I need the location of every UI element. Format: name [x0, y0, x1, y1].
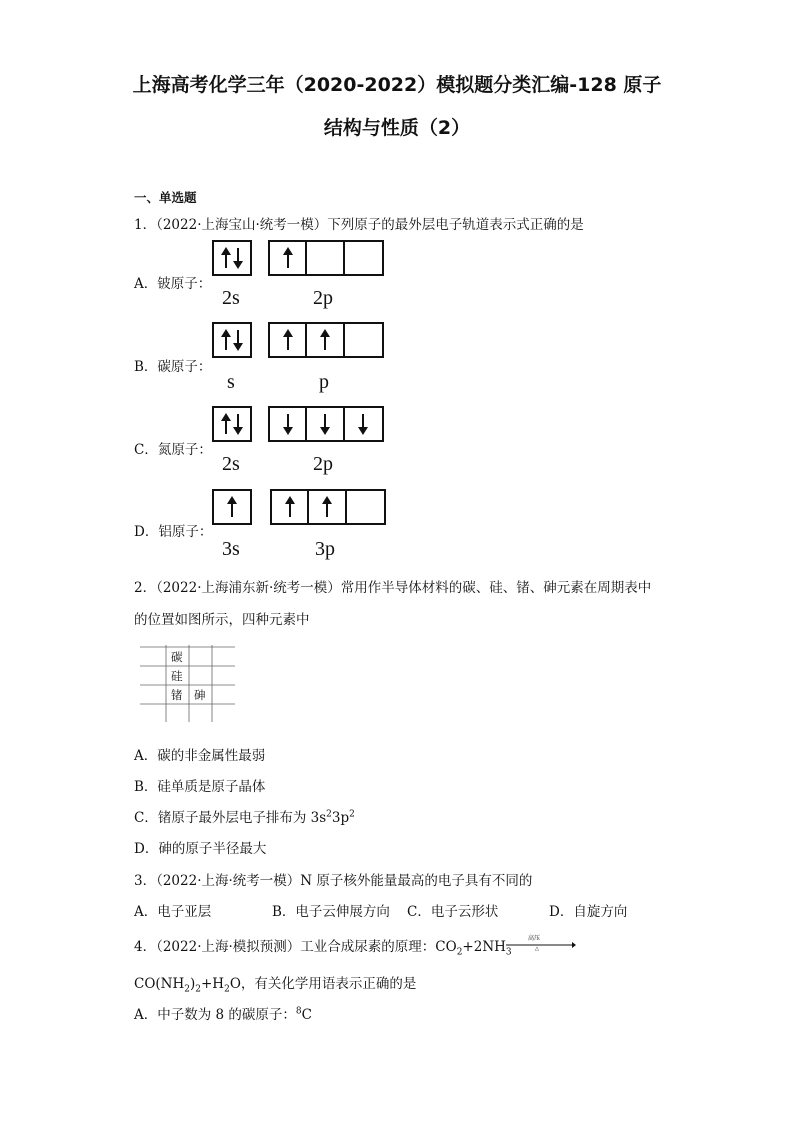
- element-arsenic: 砷: [194, 688, 206, 702]
- q1-a-s-cell: [214, 242, 250, 274]
- q4-line2-mid: ): [189, 976, 196, 992]
- q3-option-a: A．电子亚层: [134, 904, 212, 920]
- q4-option-a: [134, 1003, 312, 1023]
- q1-option-c-label: C．氮原子：: [134, 442, 212, 458]
- q1-c-s-orbital: [212, 406, 252, 442]
- q2-option-c-text: C．锗原子最外层电子排布为 3s: [134, 810, 327, 826]
- q4-stem: [134, 935, 512, 958]
- q1-b-s-cell: [214, 324, 250, 356]
- q2-option-d: D．砷的原子半径最大: [134, 841, 267, 857]
- q2-option-c: [134, 806, 355, 826]
- q3-stem: 3．（2022·上海·统考一模）N 原子核外能量最高的电子具有不同的: [134, 873, 533, 889]
- q3-option-d: D．自旋方向: [549, 904, 628, 920]
- element-carbon: 碳: [171, 650, 183, 664]
- q4-option-a-symbol: C: [301, 1007, 312, 1023]
- q1-d-p-cell-1: [272, 491, 309, 523]
- q1-d-p-label: 3p: [315, 538, 335, 560]
- element-germanium: 锗: [171, 688, 183, 702]
- q1-a-p-cell-3: [345, 242, 382, 274]
- q4-line2-sub2: 2: [195, 984, 201, 995]
- q1-a-p-cell-1: [270, 242, 307, 274]
- doc-title-line2: 结构与性质（2）: [323, 117, 471, 139]
- q1-b-p-orbital: [268, 322, 384, 358]
- q1-c-p-cell-3: [345, 408, 382, 440]
- q1-d-p-cell-3: [347, 491, 384, 523]
- q1-a-s-orbital: [212, 240, 252, 276]
- q1-option-d-label: D．铝原子：: [134, 524, 213, 540]
- q4-line2-sub3: 2: [224, 984, 230, 995]
- section-heading: 一、单选题: [134, 190, 197, 205]
- q2-option-b: B．硅单质是原子晶体: [134, 779, 266, 795]
- q4-line2-post: +H: [201, 976, 225, 992]
- q2-stem-line2: 的位置如图所示，四种元素中: [134, 612, 310, 628]
- q1-d-s-orbital: [212, 489, 252, 525]
- q1-b-s-orbital: [212, 322, 252, 358]
- q1-c-p-orbital: [268, 406, 384, 442]
- periodic-table-fragment: [140, 645, 240, 729]
- q1-d-p-orbital: [270, 489, 386, 525]
- q1-option-a-label: A．铍原子：: [134, 276, 212, 292]
- q2-option-c-sup1: 2: [326, 809, 332, 820]
- q1-b-s-label: s: [227, 371, 235, 393]
- reaction-condition-bottom: △: [535, 946, 539, 952]
- q3-option-b: B．电子云伸展方向: [272, 904, 390, 920]
- q1-b-p-cell-2: [307, 324, 344, 356]
- q1-a-p-cell-2: [307, 242, 344, 274]
- q2-stem-line1: 2．（2022·上海浦东新·统考一模）常用作半导体材料的碳、硅、锗、砷元素在周期表中: [134, 580, 652, 596]
- q4-stem-text: 4．（2022·上海·模拟预测）工业合成尿素的原理：CO: [134, 939, 457, 955]
- q1-stem: 1．（2022·上海宝山·统考一模）下列原子的最外层电子轨道表示式正确的是: [134, 217, 584, 233]
- arrow-icon: [506, 936, 576, 956]
- q1-b-p-cell-1: [270, 324, 307, 356]
- q4-line2-sub1: 2: [184, 984, 190, 995]
- q1-a-p-label: 2p: [313, 287, 333, 309]
- q1-d-s-label: 3s: [222, 538, 240, 560]
- q1-a-p-orbital: [268, 240, 384, 276]
- q2-option-a: A．碳的非金属性最弱: [134, 748, 266, 764]
- q1-c-s-cell: [214, 408, 250, 440]
- reaction-arrow: [506, 936, 576, 956]
- q1-d-p-cell-2: [309, 491, 346, 523]
- q1-a-s-label: 2s: [222, 287, 240, 309]
- q1-c-p-label: 2p: [313, 453, 333, 475]
- q2-option-c-sup2: 2: [349, 809, 355, 820]
- q3-option-c: C．电子云形状: [407, 904, 499, 920]
- q1-c-s-label: 2s: [222, 453, 240, 475]
- q4-line2-pre: CO(NH: [134, 976, 185, 992]
- q1-b-p-label: p: [319, 371, 329, 393]
- q4-line2: [134, 972, 416, 995]
- q4-sub1: 2: [456, 947, 463, 958]
- periodic-grid-lines: [140, 645, 240, 725]
- q4-line2-end: O，有关化学用语表示正确的是: [229, 976, 417, 992]
- q4-option-a-text: A．中子数为 8 的碳原子：: [134, 1007, 296, 1023]
- q1-d-s-cell: [214, 491, 250, 523]
- q1-option-b-label: B．碳原子：: [134, 359, 212, 375]
- doc-title-line1: 上海高考化学三年（2020-2022）模拟题分类汇编-128 原子: [132, 74, 662, 96]
- q1-c-p-cell-1: [270, 408, 307, 440]
- q4-sub2: 3: [505, 947, 512, 958]
- q1-c-p-cell-2: [307, 408, 344, 440]
- q4-stem-mid: +2NH: [462, 939, 506, 955]
- q1-b-p-cell-3: [345, 324, 382, 356]
- reaction-condition-top: 高压: [528, 935, 541, 942]
- q2-option-c-mid: 3p: [331, 810, 350, 826]
- q4-option-a-sup: 8: [295, 1006, 302, 1017]
- element-silicon: 硅: [171, 669, 183, 683]
